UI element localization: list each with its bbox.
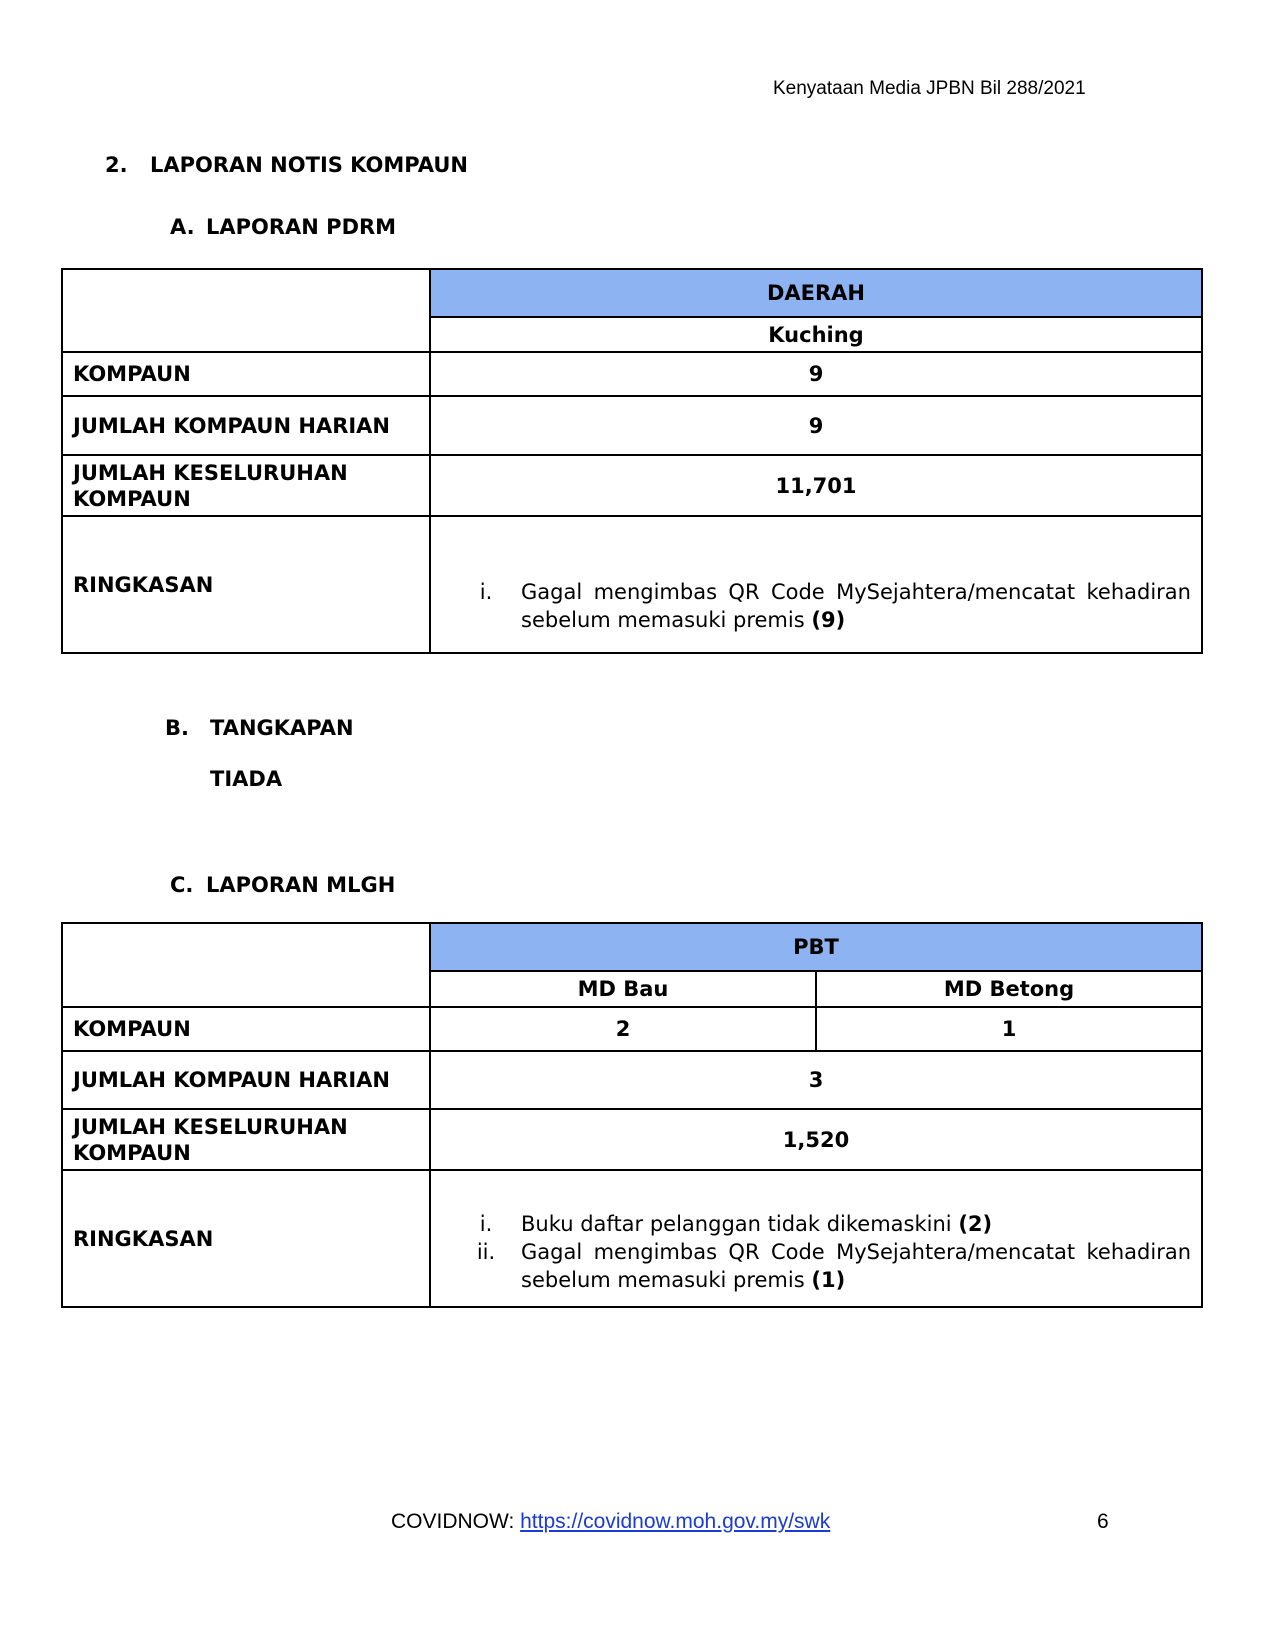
summary-item [441,1238,1191,1294]
pdrm-kompaun-label: KOMPAUN [62,352,430,396]
section-title-text: LAPORAN NOTIS KOMPAUN [150,153,468,177]
summary-count: (9) [811,607,846,632]
mlgh-keseluruhan-label-line2: KOMPAUN [73,1140,191,1165]
mlgh-kompaun-label: KOMPAUN [62,1007,430,1051]
summary-text: Gagal mengimbas QR Code MySejahtera/mencatat kehadiran sebelum memasuki premis [521,1239,1192,1292]
summary-numeral: ii. [476,1239,496,1264]
pdrm-group-header: DAERAH [430,269,1202,317]
subsection-c-title [170,873,395,897]
summary-numeral: i. [479,1211,493,1236]
covidnow-link[interactable]: https://covidnow.moh.gov.my/swk [520,1510,831,1533]
page-number: 6 [1097,1510,1109,1533]
mlgh-table [61,922,1203,1308]
subsection-b-letter: B. [165,716,189,740]
footer [391,1510,830,1534]
subsection-b-title [165,716,354,740]
mlgh-column-md-betong: MD Betong [816,971,1202,1007]
footer-prefix: COVIDNOW: [391,1510,521,1533]
pdrm-column-kuching: Kuching [430,317,1202,352]
section-title [105,153,468,177]
summary-text-wrap [521,1210,1191,1238]
mlgh-harian-value: 3 [430,1051,1202,1109]
summary-item [441,1210,1191,1238]
mlgh-keseluruhan-label-line1: JUMLAH KESELURUHAN [73,1114,348,1139]
summary-count: (2) [958,1211,993,1236]
pdrm-harian-value: 9 [430,396,1202,455]
section-number: 2. [105,153,128,177]
subsection-a-title [170,215,396,239]
pdrm-keseluruhan-label [62,455,430,516]
summary-text: Buku daftar pelanggan tidak dikemaskini [521,1211,952,1236]
pdrm-kompaun-value: 9 [430,352,1202,396]
pdrm-keseluruhan-label-line1: JUMLAH KESELURUHAN [73,460,348,485]
subsection-a-letter: A. [170,215,195,239]
pdrm-keseluruhan-value: 11,701 [430,455,1202,516]
pdrm-keseluruhan-label-line2: KOMPAUN [73,486,191,511]
subsection-a-title-text: LAPORAN PDRM [206,215,397,239]
summary-count: (1) [811,1267,846,1292]
pdrm-ringkasan-content [430,516,1202,653]
mlgh-ringkasan-label: RINGKASAN [62,1170,430,1307]
mlgh-harian-label: JUMLAH KOMPAUN HARIAN [62,1051,430,1109]
mlgh-keseluruhan-label [62,1109,430,1170]
document-reference: Kenyataan Media JPBN Bil 288/2021 [773,78,1086,99]
pdrm-harian-label: JUMLAH KOMPAUN HARIAN [62,396,430,455]
mlgh-column-md-bau: MD Bau [430,971,816,1007]
summary-text-wrap [521,578,1191,634]
pdrm-table-corner [62,269,430,352]
mlgh-keseluruhan-value: 1,520 [430,1109,1202,1170]
summary-text-wrap [521,1238,1191,1294]
mlgh-kompaun-value-md-bau: 2 [430,1007,816,1051]
mlgh-ringkasan-content [430,1170,1202,1307]
mlgh-table-corner [62,923,430,1007]
subsection-c-letter: C. [170,873,194,897]
subsection-b-title-text: TANGKAPAN [210,716,354,740]
mlgh-kompaun-value-md-betong: 1 [816,1007,1202,1051]
summary-item [441,578,1191,634]
subsection-c-title-text: LAPORAN MLGH [206,873,396,897]
pdrm-ringkasan-label: RINGKASAN [62,516,430,653]
pdrm-table [61,268,1203,654]
summary-numeral: i. [479,579,493,604]
mlgh-group-header: PBT [430,923,1202,971]
summary-text: Gagal mengimbas QR Code MySejahtera/mencatat kehadiran sebelum memasuki premis [521,579,1191,632]
tangkapan-body: TIADA [210,767,283,791]
